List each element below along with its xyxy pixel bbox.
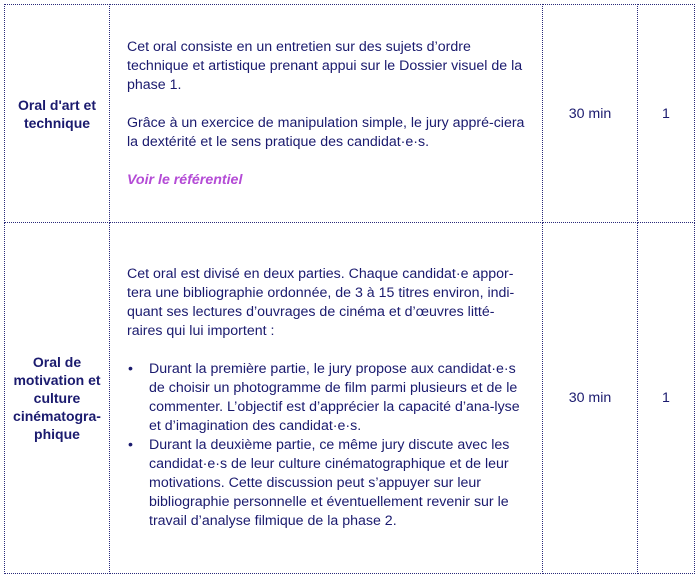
list-item <box>127 360 528 436</box>
table-row <box>5 5 695 223</box>
description-paragraph: Cet oral consiste en un entretien sur des sujets d’ordre technique et artistique prenant appui sur le Dossier visuel de la phase 1. <box>127 38 523 93</box>
exam-table <box>4 4 695 574</box>
list-item <box>127 436 528 531</box>
exam-name: Oral de motivation et culture cinématogra-phique <box>13 354 101 442</box>
list-item-text: Durant la deuxième partie, ce même jury discute avec les candidat·e·s de leur culture cinématographique et de leur motivations. Cette discussion peut s’appuyer sur leur bibliographie personnelle et éventuellement revenir sur le travail d’analyse filmique de la phase 2. <box>149 437 510 529</box>
exam-description-cell <box>110 223 543 574</box>
coefficient-cell: 1 <box>638 223 695 574</box>
coefficient-cell: 1 <box>638 5 695 223</box>
referentiel-link[interactable]: Voir le référentiel <box>127 171 243 188</box>
description-paragraph: Grâce à un exercice de manipulation simple, le jury appré-ciera la dextérité et le sens pratique des candidat·e·s. <box>127 114 525 150</box>
duration-cell: 30 min <box>543 5 638 223</box>
duration-cell: 30 min <box>543 223 638 574</box>
bullet-icon: • <box>128 437 133 453</box>
exam-name-cell <box>5 223 110 574</box>
exam-name: Oral d'art et technique <box>17 96 97 131</box>
description-paragraph: Cet oral est divisé en deux parties. Chaque candidat·e appor-tera une bibliographie ordonnée, de 3 à 15 titres environ, indi-quant ses lectures d’ouvrages de cinéma et d’œuvres litté-raires qui lui importent : <box>127 266 515 339</box>
bullet-icon: • <box>128 361 133 377</box>
table-row <box>5 223 695 574</box>
list-item-text: Durant la première partie, le jury propose aux candidat·e·s de choisir un photogramme de film parmi plusieurs et de le commenter. L’objectif est d’apprécier la capacité d’ana-lyse et d’imagination des candidat·e·s. <box>149 361 520 434</box>
bullet-list <box>127 360 528 531</box>
exam-description-cell <box>110 5 543 223</box>
exam-name-cell <box>5 5 110 223</box>
